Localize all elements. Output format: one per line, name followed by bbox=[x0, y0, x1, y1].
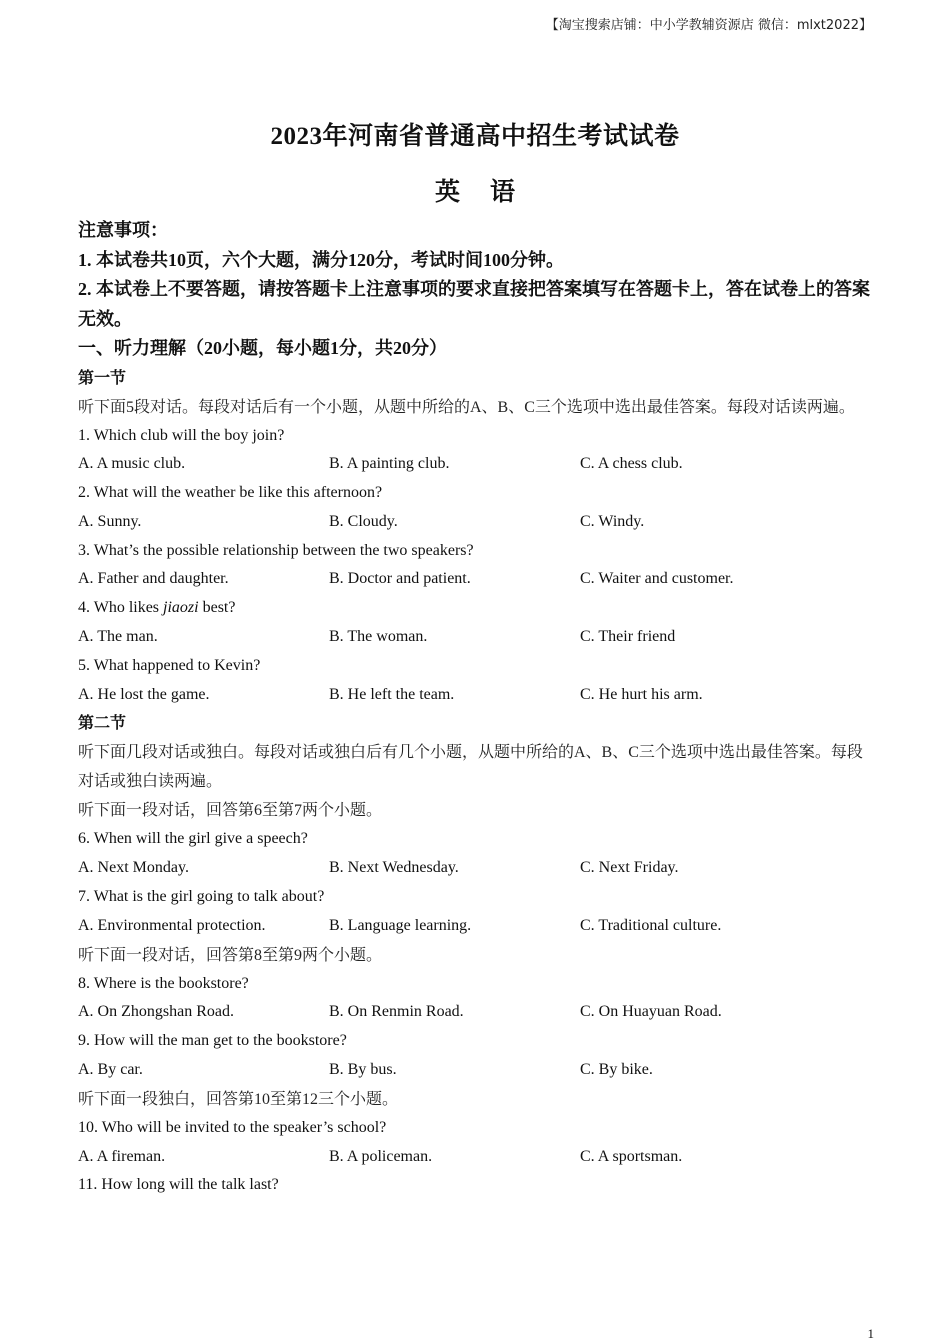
question: 10. Who will be invited to the speaker’s school? bbox=[78, 1118, 387, 1136]
part-heading: 一、听力理解（20小题，每小题1分，共20分） bbox=[78, 338, 447, 358]
option-b: B. The woman. bbox=[329, 628, 428, 646]
option-a: A. A fireman. bbox=[78, 1147, 166, 1165]
options-row bbox=[78, 912, 874, 941]
option-c: C. He hurt his arm. bbox=[580, 685, 703, 703]
option-a: A. Next Monday. bbox=[78, 859, 189, 877]
option-c: C. A chess club. bbox=[580, 455, 683, 473]
option-b: B. A painting club. bbox=[329, 455, 450, 473]
option-c: C. Their friend bbox=[580, 628, 676, 646]
options-row bbox=[78, 508, 874, 537]
question: 8. Where is the bookstore? bbox=[78, 974, 249, 992]
question-text: 4. Who likes bbox=[78, 599, 164, 617]
question: 1. Which club will the boy join? bbox=[78, 426, 285, 444]
question bbox=[78, 594, 874, 623]
sub-instruction: 听下面一段对话，回答第6至第7两个小题。 bbox=[78, 802, 383, 820]
notice-item: 2. 本试卷上不要答题，请按答题卡上注意事项的要求直接把答案填写在答题卡上，答在试卷上的答案无效。 bbox=[78, 279, 870, 329]
question: 3. What’s the possible relationship between the two speakers? bbox=[78, 541, 474, 559]
option-a: A. Environmental protection. bbox=[78, 916, 266, 934]
options-row bbox=[78, 1143, 874, 1172]
sub-instruction: 听下面一段对话，回答第8至第9两个小题。 bbox=[78, 946, 383, 964]
question: 6. When will the girl give a speech? bbox=[78, 830, 308, 848]
option-c: C. Waiter and customer. bbox=[580, 570, 734, 588]
option-a: A. The man. bbox=[78, 628, 158, 646]
option-b: B. A policeman. bbox=[329, 1147, 433, 1165]
options-row bbox=[78, 681, 874, 710]
option-b: B. On Renmin Road. bbox=[329, 1003, 464, 1021]
options-row bbox=[78, 854, 874, 883]
option-a: A. Father and daughter. bbox=[78, 570, 229, 588]
option-b: B. Doctor and patient. bbox=[329, 570, 471, 588]
option-b: B. Cloudy. bbox=[329, 512, 398, 530]
options-row bbox=[78, 565, 874, 594]
notice-heading: 注意事项： bbox=[78, 220, 168, 240]
page-title: 2023年河南省普通高中招生考试试卷 bbox=[270, 123, 680, 150]
option-c: C. Windy. bbox=[580, 512, 645, 530]
question: 2. What will the weather be like this afternoon? bbox=[78, 484, 383, 502]
section-heading: 第二节 bbox=[78, 715, 127, 733]
option-c: C. Traditional culture. bbox=[580, 916, 722, 934]
header-note: 【淘宝搜索店铺：中小学教辅资源店 微信：mlxt2022】 bbox=[545, 18, 872, 33]
page-number: 1 bbox=[867, 1326, 874, 1341]
question: 7. What is the girl going to talk about? bbox=[78, 888, 325, 906]
section-instruction: 听下面5段对话。每段对话后有一个小题，从题中所给的A、B、C三个选项中选出最佳答案。每段对话读两遍。 bbox=[78, 398, 855, 416]
subject-title: 英语 bbox=[434, 179, 545, 206]
question: 5. What happened to Kevin? bbox=[78, 656, 261, 674]
option-a: A. A music club. bbox=[78, 455, 186, 473]
option-a: A. By car. bbox=[78, 1061, 143, 1079]
options-row bbox=[78, 998, 874, 1027]
options-row bbox=[78, 450, 874, 479]
section-instruction: 听下面几段对话或独白。每段对话或独白后有几个小题，从题中所给的A、B、C三个选项中选出最佳答案。每段对话或独白读两遍。 bbox=[78, 744, 863, 791]
question-italic-text: jiaozi bbox=[163, 599, 199, 617]
option-b: B. He left the team. bbox=[329, 685, 455, 703]
question: 9. How will the man get to the bookstore? bbox=[78, 1032, 347, 1050]
question-text: best? bbox=[198, 599, 236, 617]
option-a: A. He lost the game. bbox=[78, 685, 210, 703]
option-b: B. By bus. bbox=[329, 1061, 397, 1079]
section-heading: 第一节 bbox=[78, 369, 127, 387]
option-c: C. On Huayuan Road. bbox=[580, 1003, 722, 1021]
question: 11. How long will the talk last? bbox=[78, 1176, 279, 1194]
exam-content bbox=[78, 216, 874, 1200]
sub-instruction: 听下面一段独白，回答第10至第12三个小题。 bbox=[78, 1090, 399, 1108]
options-row bbox=[78, 1056, 874, 1085]
option-b: B. Next Wednesday. bbox=[329, 859, 459, 877]
option-b: B. Language learning. bbox=[329, 916, 472, 934]
option-c: C. Next Friday. bbox=[580, 859, 679, 877]
option-a: A. Sunny. bbox=[78, 512, 142, 530]
option-c: C. A sportsman. bbox=[580, 1147, 683, 1165]
notice-item: 1. 本试卷共10页，六个大题，满分120分，考试时间100分钟。 bbox=[78, 249, 564, 270]
options-row bbox=[78, 623, 874, 652]
option-a: A. On Zhongshan Road. bbox=[78, 1003, 234, 1021]
option-c: C. By bike. bbox=[580, 1061, 653, 1079]
